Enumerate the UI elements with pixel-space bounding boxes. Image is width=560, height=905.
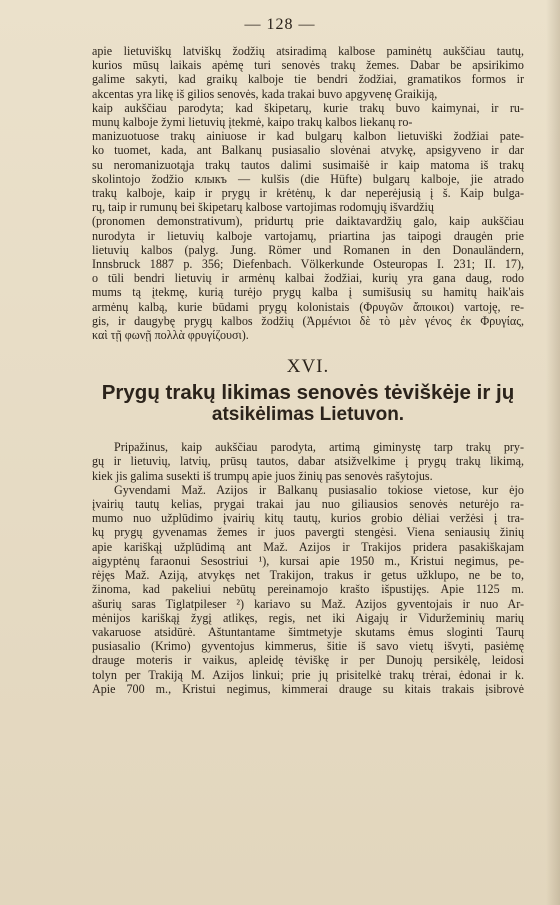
text-line: vakaruose atsidūrė. Aštuntantame šimtmetyje skutams ėmus sloginti Taurų xyxy=(92,624,524,639)
page-edge-shadow xyxy=(546,0,560,905)
text-line: rėjęs Maž. Aziją, atvykęs net Trakijon, trakus ir getus užklupo, ne be to, xyxy=(92,568,524,583)
text-line: ko tuomet, kada, ant Balkanų pusiasalio slovėnai atvykę, apsigyveno ir dar xyxy=(92,143,525,158)
text-line: skolintojo žodžio клыкъ — kulšis (die Hüfte) bulgarų kalboje, jie atrado xyxy=(92,171,524,186)
body-paragraph-2 xyxy=(92,483,524,696)
top-paragraph xyxy=(92,44,524,342)
text-line: o tūli bendri lietuvių ir armėnų kalbai žodžiai, kurių yra gana daug, rodo xyxy=(92,271,525,286)
text-line: drauge moteris ir vaikus, apleidę tėviškę ir per Dunojų persikėlę, leidosi xyxy=(92,653,525,668)
text-line: Pripažinus, kaip aukščiau parodyta, artimą giminystę tarp trakų pry- xyxy=(114,440,525,455)
text-line: Gyvendami Maž. Azijos ir Balkanų pusiasalio tokiose vietose, kur ėjo xyxy=(114,482,524,497)
text-line: munų kalboje žymi lietuvių įtekmė, kaipo trakų kalbos liekanų ro- xyxy=(92,115,413,130)
text-line: (pronomen demonstrativum), pridurtų prie daiktavardžių galo, kaip aukščiau xyxy=(92,214,524,229)
text-line: trakų kalboje, kaip ir prygų ir krėtėnų, k dar neperėjusią į š. Kaip bulga- xyxy=(92,186,525,201)
text-line: καὶ τῇ φωνῇ πολλὰ φρυγίζουσι). xyxy=(92,328,249,343)
text-line: akcentas yra likę iš gilios senovės, kada trakai buvo apgyvenę Graikiją, xyxy=(92,86,438,101)
text-line: manizuotuose trakų ainiuose ir kad bulgarų kalbon lietuviški žodžiai pate- xyxy=(92,129,524,144)
text-line: armėnų kalbą, kurie būdami prygų kolonistais (Φρυγῶν ἄποικοι) vartoję, re- xyxy=(92,299,525,314)
text-line: kiek jis galima susekti iš trumpų apie juos žinių pas senovės rašytojus. xyxy=(92,468,433,483)
text-line: gų ir lietuvių, latvių, prūsų tautos, dabar atsižvelkime į prygų trakų likimą, xyxy=(92,454,524,469)
text-line: rų, taip ir rumunų bei škipetarų kalbose vartojimas rodomųjų išvardžių xyxy=(92,200,434,215)
text-line: su neromanizuotąja trakų tautos dalimi susimaišė ir kaip matoma iš trakų xyxy=(92,157,525,172)
text-line: lietuvių kalbos (palyg. Jung. Römer und Romanen in den Donauländern, xyxy=(92,242,524,257)
text-line: gis, ir daugybę prygų kalbos žodžių (Ἀρμένιοι δὲ τὸ μὲν γένος ἐκ Φρυγίας, xyxy=(92,313,525,328)
text-column xyxy=(92,44,524,696)
text-line: nurodyta ir lietuvių kalboje vartojamų, priartina jas taipogi draugėn prie xyxy=(92,228,524,243)
text-line: pusiasalio (Krimo) gyventojus kimmerus, šitie iš savo vietų išvyti, pasiėmę xyxy=(92,639,524,654)
text-line: aigyptėnų faraonui Sesostriui ¹), kursai apie 1950 m., Kristui negimus, pe- xyxy=(92,553,524,568)
text-line: Apie 700 m., Kristui negimus, kimmerai drauge su kitais trakais įsibrovė xyxy=(92,681,525,696)
text-line: Innsbruck 1887 p. 356; Diefenbach. Völkerkunde Osteuropas I. 231; II. 17), xyxy=(92,257,525,272)
page-number: — 128 — xyxy=(244,16,316,33)
text-line: kaip aukščiau parodyta; kad škipetarų, kurie trakų buvo kaimynai, ir ru- xyxy=(92,100,524,115)
text-line: kurios mūsų laikais apėmę turi senovės trakų žemes. Dabar be apsirikimo xyxy=(92,58,524,73)
text-line: mėnijos kariškąį žygį atlikęs, regis, net iki Aigajų ir Viduržeminių marių xyxy=(92,610,524,625)
text-line: kų prygų gyvenamas žemes ir juos pavergti stengėsi. Viena seniausių žinių xyxy=(92,525,525,540)
chapter-title-line-2: atsikėlimas Lietuvon. xyxy=(211,404,405,426)
chapter-title-line-1: Prygų trakų likimas senovės tėviškėje ir jų xyxy=(101,381,515,405)
text-line: mumo nuo užplūdimo įvairių kitų tautų, kurios grobio dėliai veržėsi į tra- xyxy=(92,511,525,526)
chapter-title xyxy=(92,382,524,426)
text-line: apie lietuviškų latviškų žodžių atsiradimą kalbose paminėtų aukščiau tautų, xyxy=(92,44,524,58)
text-line: mums tą įtekmę, kurią turėjo prygų kalba į sumišusių su hamitų haik'ais xyxy=(92,285,524,300)
text-line: apie kariškąį užplūdimą ant Maž. Azijos ir Trakijos pridera pasakiškajam xyxy=(92,539,524,554)
text-line: tolyn per Trakiją M. Azijos linkui; prie jų prisitelkė trakų trėrai, ėdonai ir k. xyxy=(92,667,524,682)
text-line: ašurių saras Tiglatpileser ²) kariavo su Maž. Azijos gyventojais ir nuo Ar- xyxy=(92,596,525,611)
text-line: įvairių tautų kelias, prygai trakai jau nuo giliausios senovės neturėjo ra- xyxy=(92,497,524,512)
body-paragraph-1 xyxy=(92,440,524,483)
chapter-number: XVI. xyxy=(286,356,330,378)
text-line: žinoma, kad pakeliui nebūtų pereinamojo krašto išpustijęs. Apie 1125 m. xyxy=(92,582,524,597)
text-line: galime sakyti, kad graikų kalboje tie bendri žodžiai, gramatikos formos ir xyxy=(92,72,525,87)
